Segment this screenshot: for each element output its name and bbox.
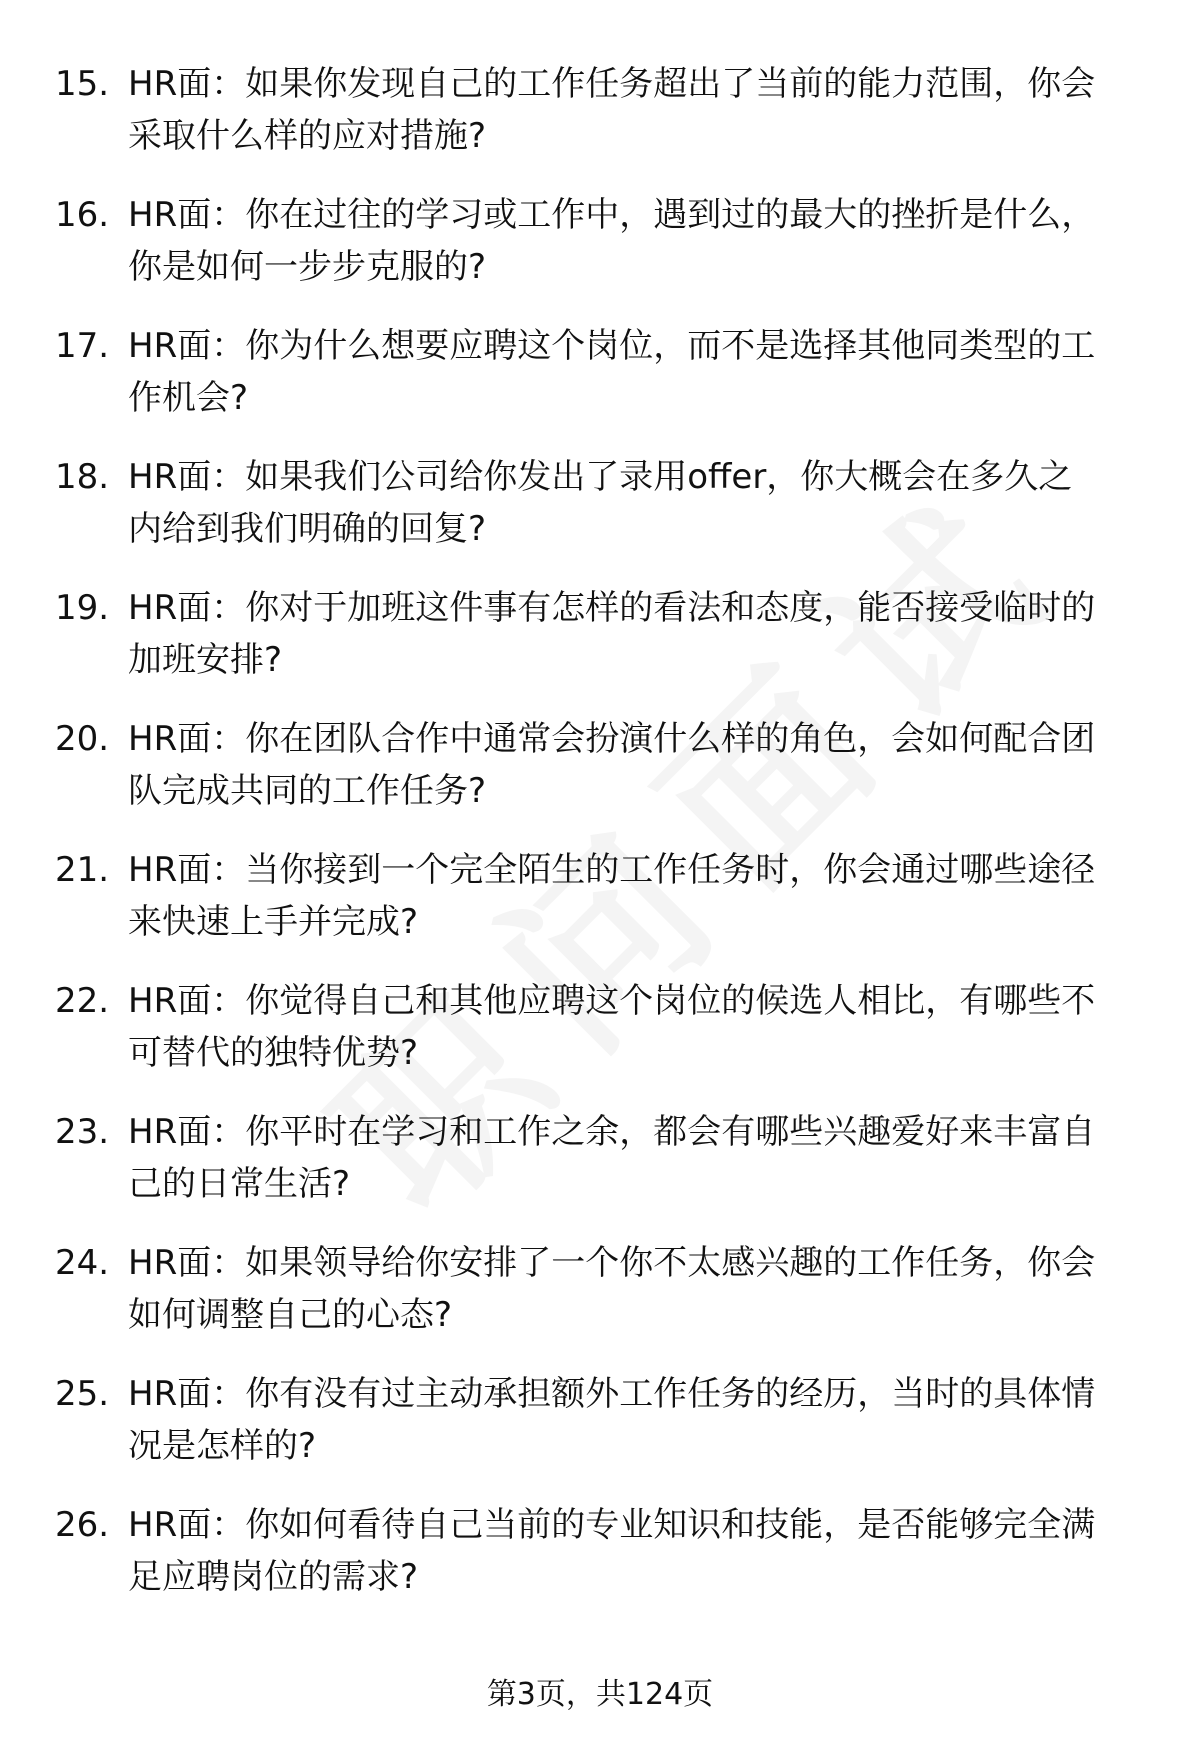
- list-item: [0, 582, 1200, 713]
- question-text: [128, 1237, 1153, 1341]
- question-line: HR面：如果我们公司给你发出了录用offer，你大概会在多久之: [128, 457, 1073, 497]
- question-number: 17.: [55, 326, 110, 366]
- question-line: 作机会?: [128, 378, 249, 418]
- question-text: [128, 844, 1153, 948]
- question-number: 23.: [55, 1112, 110, 1152]
- question-line: 加班安排?: [128, 640, 283, 680]
- list-item: [0, 189, 1200, 320]
- question-text: [128, 320, 1153, 424]
- list-item: [0, 1368, 1200, 1499]
- question-text: [128, 582, 1153, 686]
- question-line: 来快速上手并完成?: [128, 902, 419, 942]
- question-text: [128, 1368, 1153, 1472]
- question-line: HR面：当你接到一个完全陌生的工作任务时，你会通过哪些途径: [128, 850, 1096, 890]
- question-line: HR面：你在过往的学习或工作中，遇到过的最大的挫折是什么，: [128, 195, 1096, 235]
- question-line: 采取什么样的应对措施?: [128, 116, 487, 156]
- question-number: 24.: [55, 1243, 110, 1283]
- question-line: 己的日常生活?: [128, 1164, 351, 1204]
- question-line: HR面：你对于加班这件事有怎样的看法和态度，能否接受临时的: [128, 588, 1096, 628]
- question-line: HR面：你平时在学习和工作之余，都会有哪些兴趣爱好来丰富自: [128, 1112, 1096, 1152]
- question-number: 16.: [55, 195, 110, 235]
- question-line: HR面：你有没有过主动承担额外工作任务的经历，当时的具体情: [128, 1374, 1096, 1414]
- question-line: HR面：你为什么想要应聘这个岗位，而不是选择其他同类型的工: [128, 326, 1096, 366]
- list-item: [0, 58, 1200, 189]
- question-text: [128, 58, 1153, 162]
- list-item: [0, 1499, 1200, 1630]
- list-item: [0, 320, 1200, 451]
- question-number: 22.: [55, 981, 110, 1021]
- question-text: [128, 189, 1153, 293]
- list-item: [0, 713, 1200, 844]
- list-item: [0, 1106, 1200, 1237]
- list-item: [0, 975, 1200, 1106]
- question-number: 18.: [55, 457, 110, 497]
- question-text: [128, 451, 1153, 555]
- question-list: [0, 58, 1200, 1630]
- question-text: [128, 713, 1153, 817]
- question-line: 你是如何一步步克服的?: [128, 247, 487, 287]
- question-line: 可替代的独特优势?: [128, 1033, 419, 1073]
- question-number: 21.: [55, 850, 110, 890]
- question-line: 如何调整自己的心态?: [128, 1295, 453, 1335]
- question-line: 足应聘岗位的需求?: [128, 1557, 419, 1597]
- question-number: 20.: [55, 719, 110, 759]
- question-line: HR面：如果你发现自己的工作任务超出了当前的能力范围，你会: [128, 64, 1096, 104]
- list-item: [0, 451, 1200, 582]
- question-text: [128, 975, 1153, 1079]
- question-number: 25.: [55, 1374, 110, 1414]
- question-text: [128, 1499, 1153, 1603]
- question-line: HR面：你如何看待自己当前的专业知识和技能，是否能够完全满: [128, 1505, 1096, 1545]
- list-item: [0, 1237, 1200, 1368]
- question-line: 队完成共同的工作任务?: [128, 771, 487, 811]
- list-item: [0, 844, 1200, 975]
- page-footer: [0, 1675, 1200, 1715]
- question-line: HR面：你在团队合作中通常会扮演什么样的角色，会如何配合团: [128, 719, 1096, 759]
- question-line: HR面：你觉得自己和其他应聘这个岗位的候选人相比，有哪些不: [128, 981, 1096, 1021]
- question-line: 况是怎样的?: [128, 1426, 317, 1466]
- page-number-label: 第3页，共124页: [486, 1677, 714, 1712]
- question-line: 内给到我们明确的回复?: [128, 509, 487, 549]
- question-number: 26.: [55, 1505, 110, 1545]
- question-number: 19.: [55, 588, 110, 628]
- question-number: 15.: [55, 64, 110, 104]
- question-line: HR面：如果领导给你安排了一个你不太感兴趣的工作任务，你会: [128, 1243, 1096, 1283]
- question-text: [128, 1106, 1153, 1210]
